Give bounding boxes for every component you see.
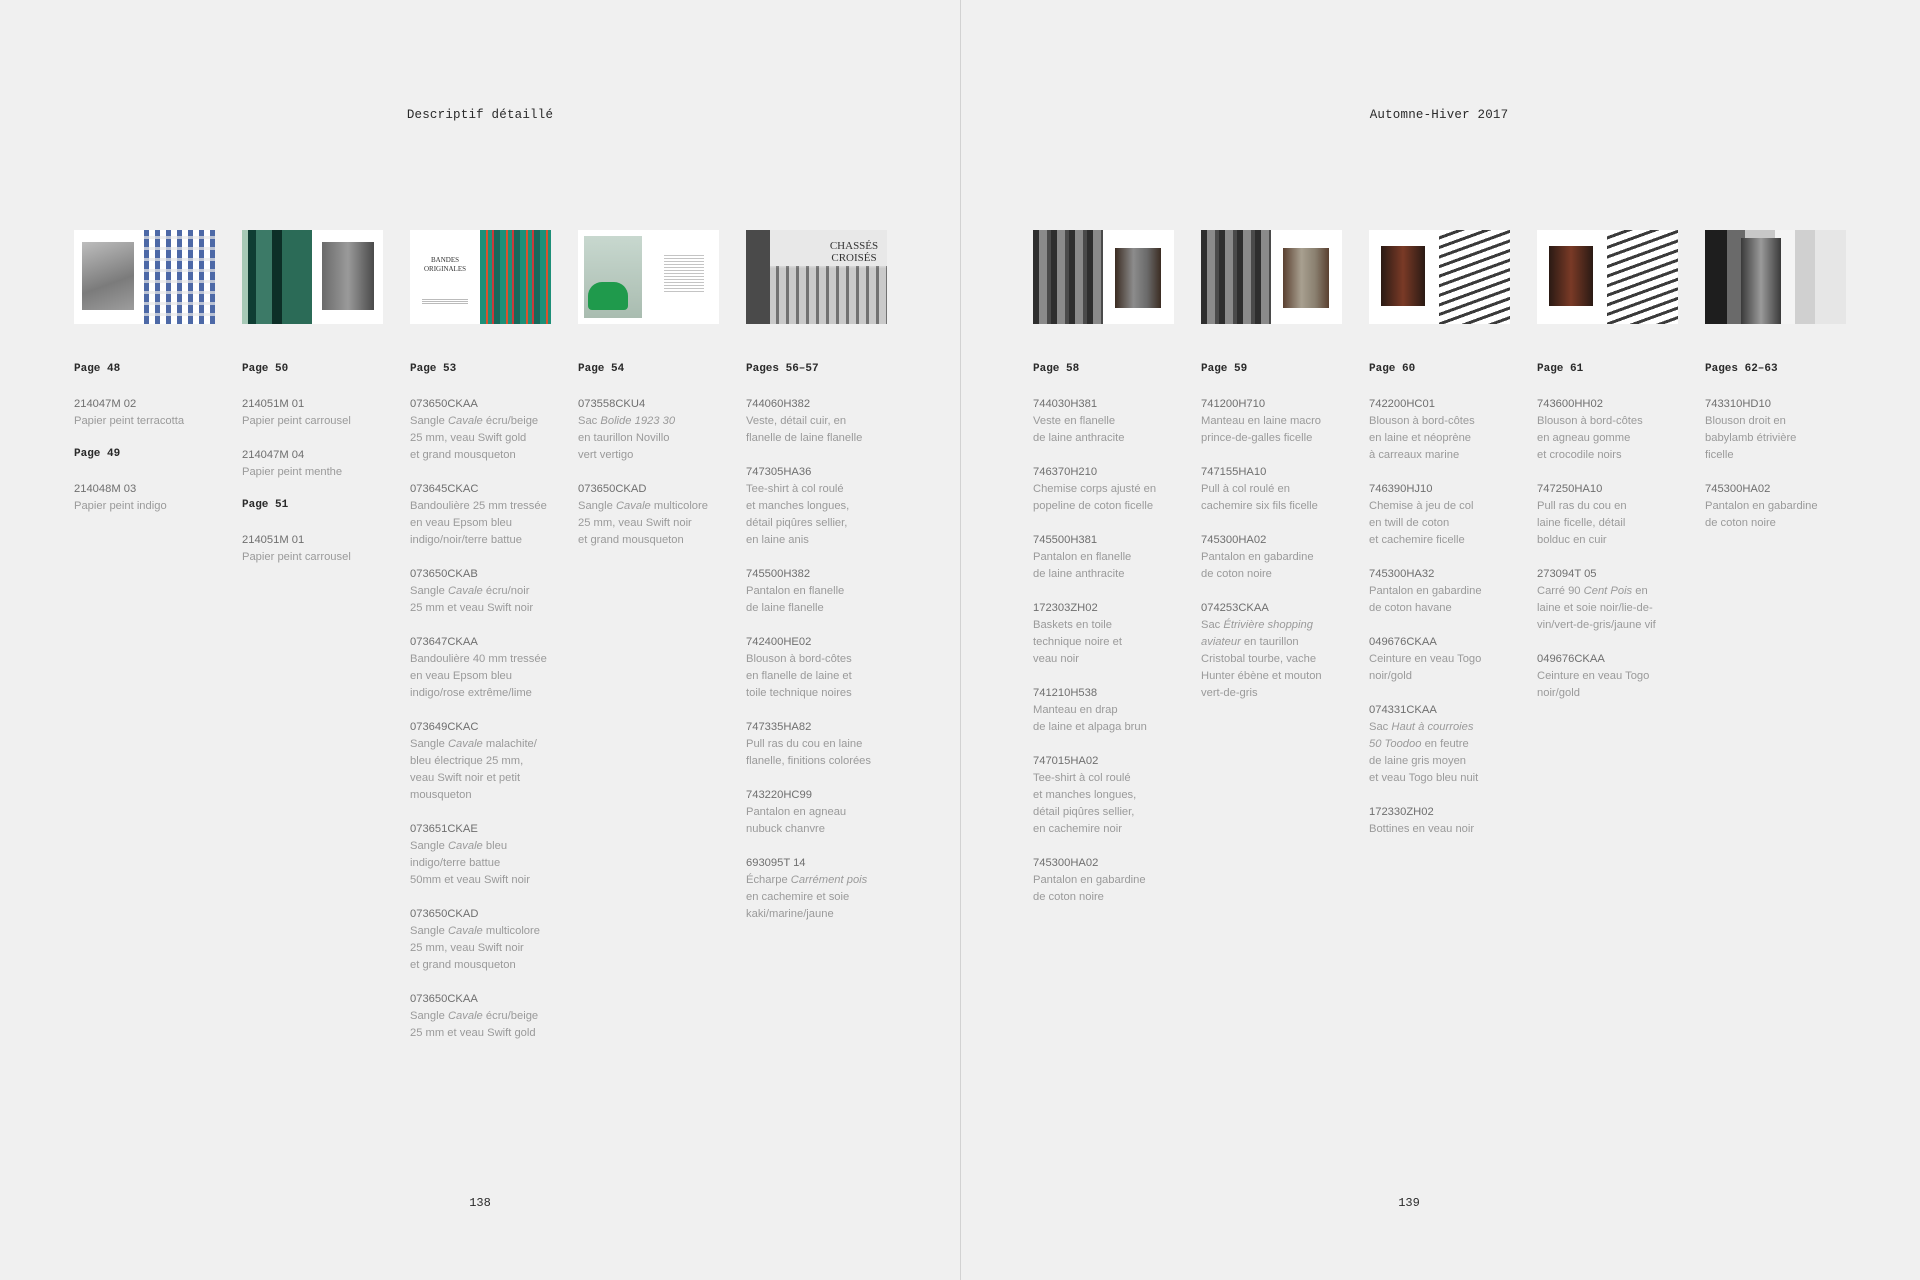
product-reference: 073650CKAA [410, 993, 478, 1005]
product-description: Sangle Cavale écru/beige 25 mm, veau Swift gold et grand mousqueton [410, 415, 539, 461]
column [410, 230, 552, 1059]
product-reference: 214051M 01 [242, 398, 305, 410]
product-description: Pull ras du cou en laine ficelle, détail bolduc en cuir [1537, 500, 1627, 546]
column [1705, 230, 1847, 549]
product-entry [1537, 396, 1679, 464]
spread-thumbnail [1033, 230, 1174, 324]
product-description: Manteau en drap de laine et alpaga brun [1033, 704, 1147, 733]
product-reference: 741200H710 [1201, 398, 1266, 410]
product-description: Sangle Cavale écru/beige 25 mm et veau Swift gold [410, 1010, 539, 1039]
product-description: Carré 90 Cent Pois en laine et soie noir/lie-de- vin/vert-de-gris/jaune vif [1537, 585, 1656, 631]
product-reference: 742400HE02 [746, 636, 812, 648]
thumbnail-title: BANDES ORIGINALES [424, 256, 466, 273]
product-reference: 743600HH02 [1537, 398, 1603, 410]
product-entry [746, 396, 888, 447]
product-entry [1537, 566, 1679, 634]
product-entry [74, 481, 216, 515]
product-reference: 743310HD10 [1705, 398, 1771, 410]
product-entry [1033, 855, 1175, 906]
product-description: Sangle Cavale malachite/ bleu électrique 25 mm, veau Swift noir et petit mousqueton [410, 738, 537, 801]
product-entry [1201, 532, 1343, 583]
product-description: Sangle Cavale écru/noir 25 mm et veau Swift noir [410, 585, 534, 614]
product-entry [746, 855, 888, 923]
product-entry [1033, 464, 1175, 515]
product-reference: 214047M 02 [74, 398, 137, 410]
product-entry [1033, 753, 1175, 838]
product-reference: 049676CKAA [1369, 636, 1437, 648]
product-description: Papier peint menthe [242, 466, 343, 478]
entries [242, 362, 384, 566]
product-entry [1369, 396, 1511, 464]
page-reference-label: Page 61 [1537, 363, 1584, 375]
entries [1033, 362, 1175, 906]
product-reference: 693095T 14 [746, 857, 806, 869]
product-entry [578, 481, 720, 549]
column [242, 230, 384, 583]
product-description: Écharpe Carrément pois en cachemire et soie kaki/marine/jaune [746, 874, 868, 920]
product-entry [410, 906, 552, 974]
product-entry [1705, 396, 1847, 464]
product-entry [1537, 651, 1679, 702]
product-reference: 049676CKAA [1537, 653, 1605, 665]
spread-thumbnail [410, 230, 551, 324]
product-description: Blouson à bord-côtes en laine et néoprène à carreaux marine [1369, 415, 1475, 461]
spread-thumbnail [578, 230, 719, 324]
product-reference: 744060H382 [746, 398, 811, 410]
product-reference: 747155HA10 [1201, 466, 1267, 478]
product-entry [410, 634, 552, 702]
product-entry [1033, 685, 1175, 736]
page-reference-label: Pages 62–63 [1705, 363, 1778, 375]
product-reference: 073650CKAB [410, 568, 478, 580]
column [1537, 230, 1679, 719]
product-reference: 747250HA10 [1537, 483, 1603, 495]
product-description: Papier peint terracotta [74, 415, 185, 427]
page-reference-label: Page 60 [1369, 363, 1416, 375]
product-description: Pull à col roulé en cachemire six fils ficelle [1201, 483, 1318, 512]
spread-thumbnail [1537, 230, 1678, 324]
product-description: Sac Bolide 1923 30 en taurillon Novillo vert vertigo [578, 415, 676, 461]
product-entry [1033, 600, 1175, 668]
product-description: Bottines en veau noir [1369, 823, 1475, 835]
product-reference: 745300HA02 [1033, 857, 1099, 869]
thumbnail-title: CHASSÉS CROISÉS [829, 240, 879, 264]
product-description: Manteau en laine macro prince-de-galles ficelle [1201, 415, 1322, 444]
product-entry [1369, 481, 1511, 549]
product-entry [242, 396, 384, 430]
column [578, 230, 720, 566]
product-entry [410, 396, 552, 464]
page-reference-label: Page 51 [242, 499, 289, 511]
product-entry [746, 787, 888, 838]
product-description: Chemise corps ajusté en popeline de coton ficelle [1033, 483, 1157, 512]
product-entry [410, 566, 552, 617]
product-description: Pull ras du cou en laine flanelle, finitions colorées [746, 738, 871, 767]
product-description: Chemise à jeu de col en twill de coton et cachemire ficelle [1369, 500, 1474, 546]
right-page [961, 0, 1920, 1280]
entries [746, 362, 888, 923]
product-description: Ceinture en veau Togo noir/gold [1537, 670, 1650, 699]
product-entry [1705, 481, 1847, 532]
product-reference: 073558CKU4 [578, 398, 646, 410]
column [746, 230, 888, 940]
product-description: Bandoulière 25 mm tressée en veau Epsom bleu indigo/noir/terre battue [410, 500, 547, 546]
product-reference: 744030H381 [1033, 398, 1098, 410]
product-entry [1033, 532, 1175, 583]
spread-thumbnail [1369, 230, 1510, 324]
product-description: Ceinture en veau Togo noir/gold [1369, 653, 1482, 682]
product-description: Sac Étrivière shopping aviateur en taurillon Cristobal tourbe, vache Hunter ébène et mouton vert-de-gris [1201, 619, 1322, 699]
product-reference: 214051M 01 [242, 534, 305, 546]
product-reference: 741210H538 [1033, 687, 1098, 699]
product-reference: 745500H382 [746, 568, 811, 580]
product-reference: 214047M 04 [242, 449, 305, 461]
product-entry [578, 396, 720, 464]
product-entry [410, 821, 552, 889]
product-entry [74, 396, 216, 430]
product-reference: 746390HJ10 [1369, 483, 1433, 495]
product-reference: 745300HA32 [1369, 568, 1435, 580]
product-entry [1201, 600, 1343, 702]
product-reference: 073650CKAD [410, 908, 479, 920]
product-reference: 073650CKAD [578, 483, 647, 495]
product-reference: 747335HA82 [746, 721, 812, 733]
page-reference-label: Page 50 [242, 363, 289, 375]
product-reference: 074331CKAA [1369, 704, 1437, 716]
product-reference: 073647CKAA [410, 636, 478, 648]
spread-thumbnail [242, 230, 383, 324]
product-reference: 172330ZH02 [1369, 806, 1434, 818]
product-reference: 747305HA36 [746, 466, 812, 478]
entries [578, 362, 720, 549]
product-description: Pantalon en gabardine de coton havane [1369, 585, 1482, 614]
product-entry [746, 719, 888, 770]
product-description: Baskets en toile technique noire et veau noir [1033, 619, 1122, 665]
product-reference: 214048M 03 [74, 483, 137, 495]
product-entry [1369, 804, 1511, 838]
entries [1705, 362, 1847, 532]
page-reference-label: Pages 56–57 [746, 363, 819, 375]
column [1033, 230, 1175, 923]
page-number-right: 139 [1398, 1196, 1420, 1210]
product-description: Sac Haut à courroies 50 Toodoo en feutre de laine gris moyen et veau Togo bleu nuit [1369, 721, 1479, 784]
product-description: Tee-shirt à col roulé et manches longues, détail piqûres sellier, en cachemire noir [1033, 772, 1137, 835]
spread-thumbnail [1201, 230, 1342, 324]
product-reference: 745500H381 [1033, 534, 1098, 546]
running-head-right: Automne-Hiver 2017 [1369, 108, 1509, 122]
product-reference: 074253CKAA [1201, 602, 1269, 614]
product-description: Pantalon en gabardine de coton noire [1201, 551, 1314, 580]
entries [1369, 362, 1511, 838]
product-description: Blouson à bord-côtes en agneau gomme et crocodile noirs [1537, 415, 1643, 461]
page-reference-label: Page 53 [410, 363, 457, 375]
entries [1201, 362, 1343, 702]
product-entry [410, 481, 552, 549]
page-reference-label: Page 59 [1201, 363, 1248, 375]
spread-thumbnail [74, 230, 215, 324]
page-reference-label: Page 48 [74, 363, 121, 375]
product-entry [746, 634, 888, 702]
product-entry [1369, 702, 1511, 787]
page-reference-label: Page 49 [74, 448, 121, 460]
product-description: Pantalon en gabardine de coton noire [1033, 874, 1146, 903]
column [74, 230, 216, 532]
product-entry [746, 566, 888, 617]
product-description: Sangle Cavale multicolore 25 mm, veau Swift noir et grand mousqueton [578, 500, 708, 546]
entries [74, 362, 216, 515]
spread-thumbnail [746, 230, 887, 324]
spread-thumbnail [1705, 230, 1846, 324]
product-description: Sangle Cavale multicolore 25 mm, veau Swift noir et grand mousqueton [410, 925, 540, 971]
product-description: Tee-shirt à col roulé et manches longues, détail piqûres sellier, en laine anis [746, 483, 850, 546]
product-description: Pantalon en flanelle de laine flanelle [746, 585, 845, 614]
product-reference: 742200HC01 [1369, 398, 1435, 410]
product-entry [242, 447, 384, 481]
column [1201, 230, 1343, 719]
product-entry [410, 991, 552, 1042]
product-entry [242, 532, 384, 566]
product-entry [1369, 634, 1511, 685]
product-description: Papier peint carrousel [242, 415, 351, 427]
product-description: Blouson droit en babylamb étrivière ficelle [1705, 415, 1797, 461]
product-reference: 073651CKAE [410, 823, 478, 835]
entries [1537, 362, 1679, 702]
product-description: Pantalon en gabardine de coton noire [1705, 500, 1818, 529]
product-description: Bandoulière 40 mm tressée en veau Epsom bleu indigo/rose extrême/lime [410, 653, 547, 699]
product-description: Pantalon en flanelle de laine anthracite [1033, 551, 1132, 580]
product-description: Papier peint indigo [74, 500, 167, 512]
page-reference-label: Page 54 [578, 363, 625, 375]
product-reference: 172303ZH02 [1033, 602, 1098, 614]
page-number-left: 138 [469, 1196, 491, 1210]
product-description: Pantalon en agneau nubuck chanvre [746, 806, 847, 835]
product-reference: 273094T 05 [1537, 568, 1597, 580]
product-reference: 073649CKAC [410, 721, 479, 733]
product-entry [1201, 464, 1343, 515]
product-reference: 743220HC99 [746, 789, 812, 801]
product-reference: 746370H210 [1033, 466, 1098, 478]
product-description: Veste, détail cuir, en flanelle de laine flanelle [746, 415, 863, 444]
product-description: Papier peint carrousel [242, 551, 351, 563]
product-entry [1033, 396, 1175, 447]
column [1369, 230, 1511, 855]
product-entry [1537, 481, 1679, 549]
entries [410, 362, 552, 1042]
product-reference: 073650CKAA [410, 398, 478, 410]
product-entry [410, 719, 552, 804]
product-reference: 745300HA02 [1201, 534, 1267, 546]
page-reference-label: Page 58 [1033, 363, 1080, 375]
product-description: Veste en flanelle de laine anthracite [1033, 415, 1125, 444]
product-reference: 745300HA02 [1705, 483, 1771, 495]
product-entry [1369, 566, 1511, 617]
product-entry [746, 464, 888, 549]
product-reference: 073645CKAC [410, 483, 479, 495]
product-description: Blouson à bord-côtes en flanelle de laine et toile technique noires [746, 653, 852, 699]
running-head-left: Descriptif détaillé [406, 108, 554, 122]
product-reference: 747015HA02 [1033, 755, 1099, 767]
product-entry [1201, 396, 1343, 447]
product-description: Sangle Cavale bleu indigo/terre battue 50mm et veau Swift noir [410, 840, 531, 886]
